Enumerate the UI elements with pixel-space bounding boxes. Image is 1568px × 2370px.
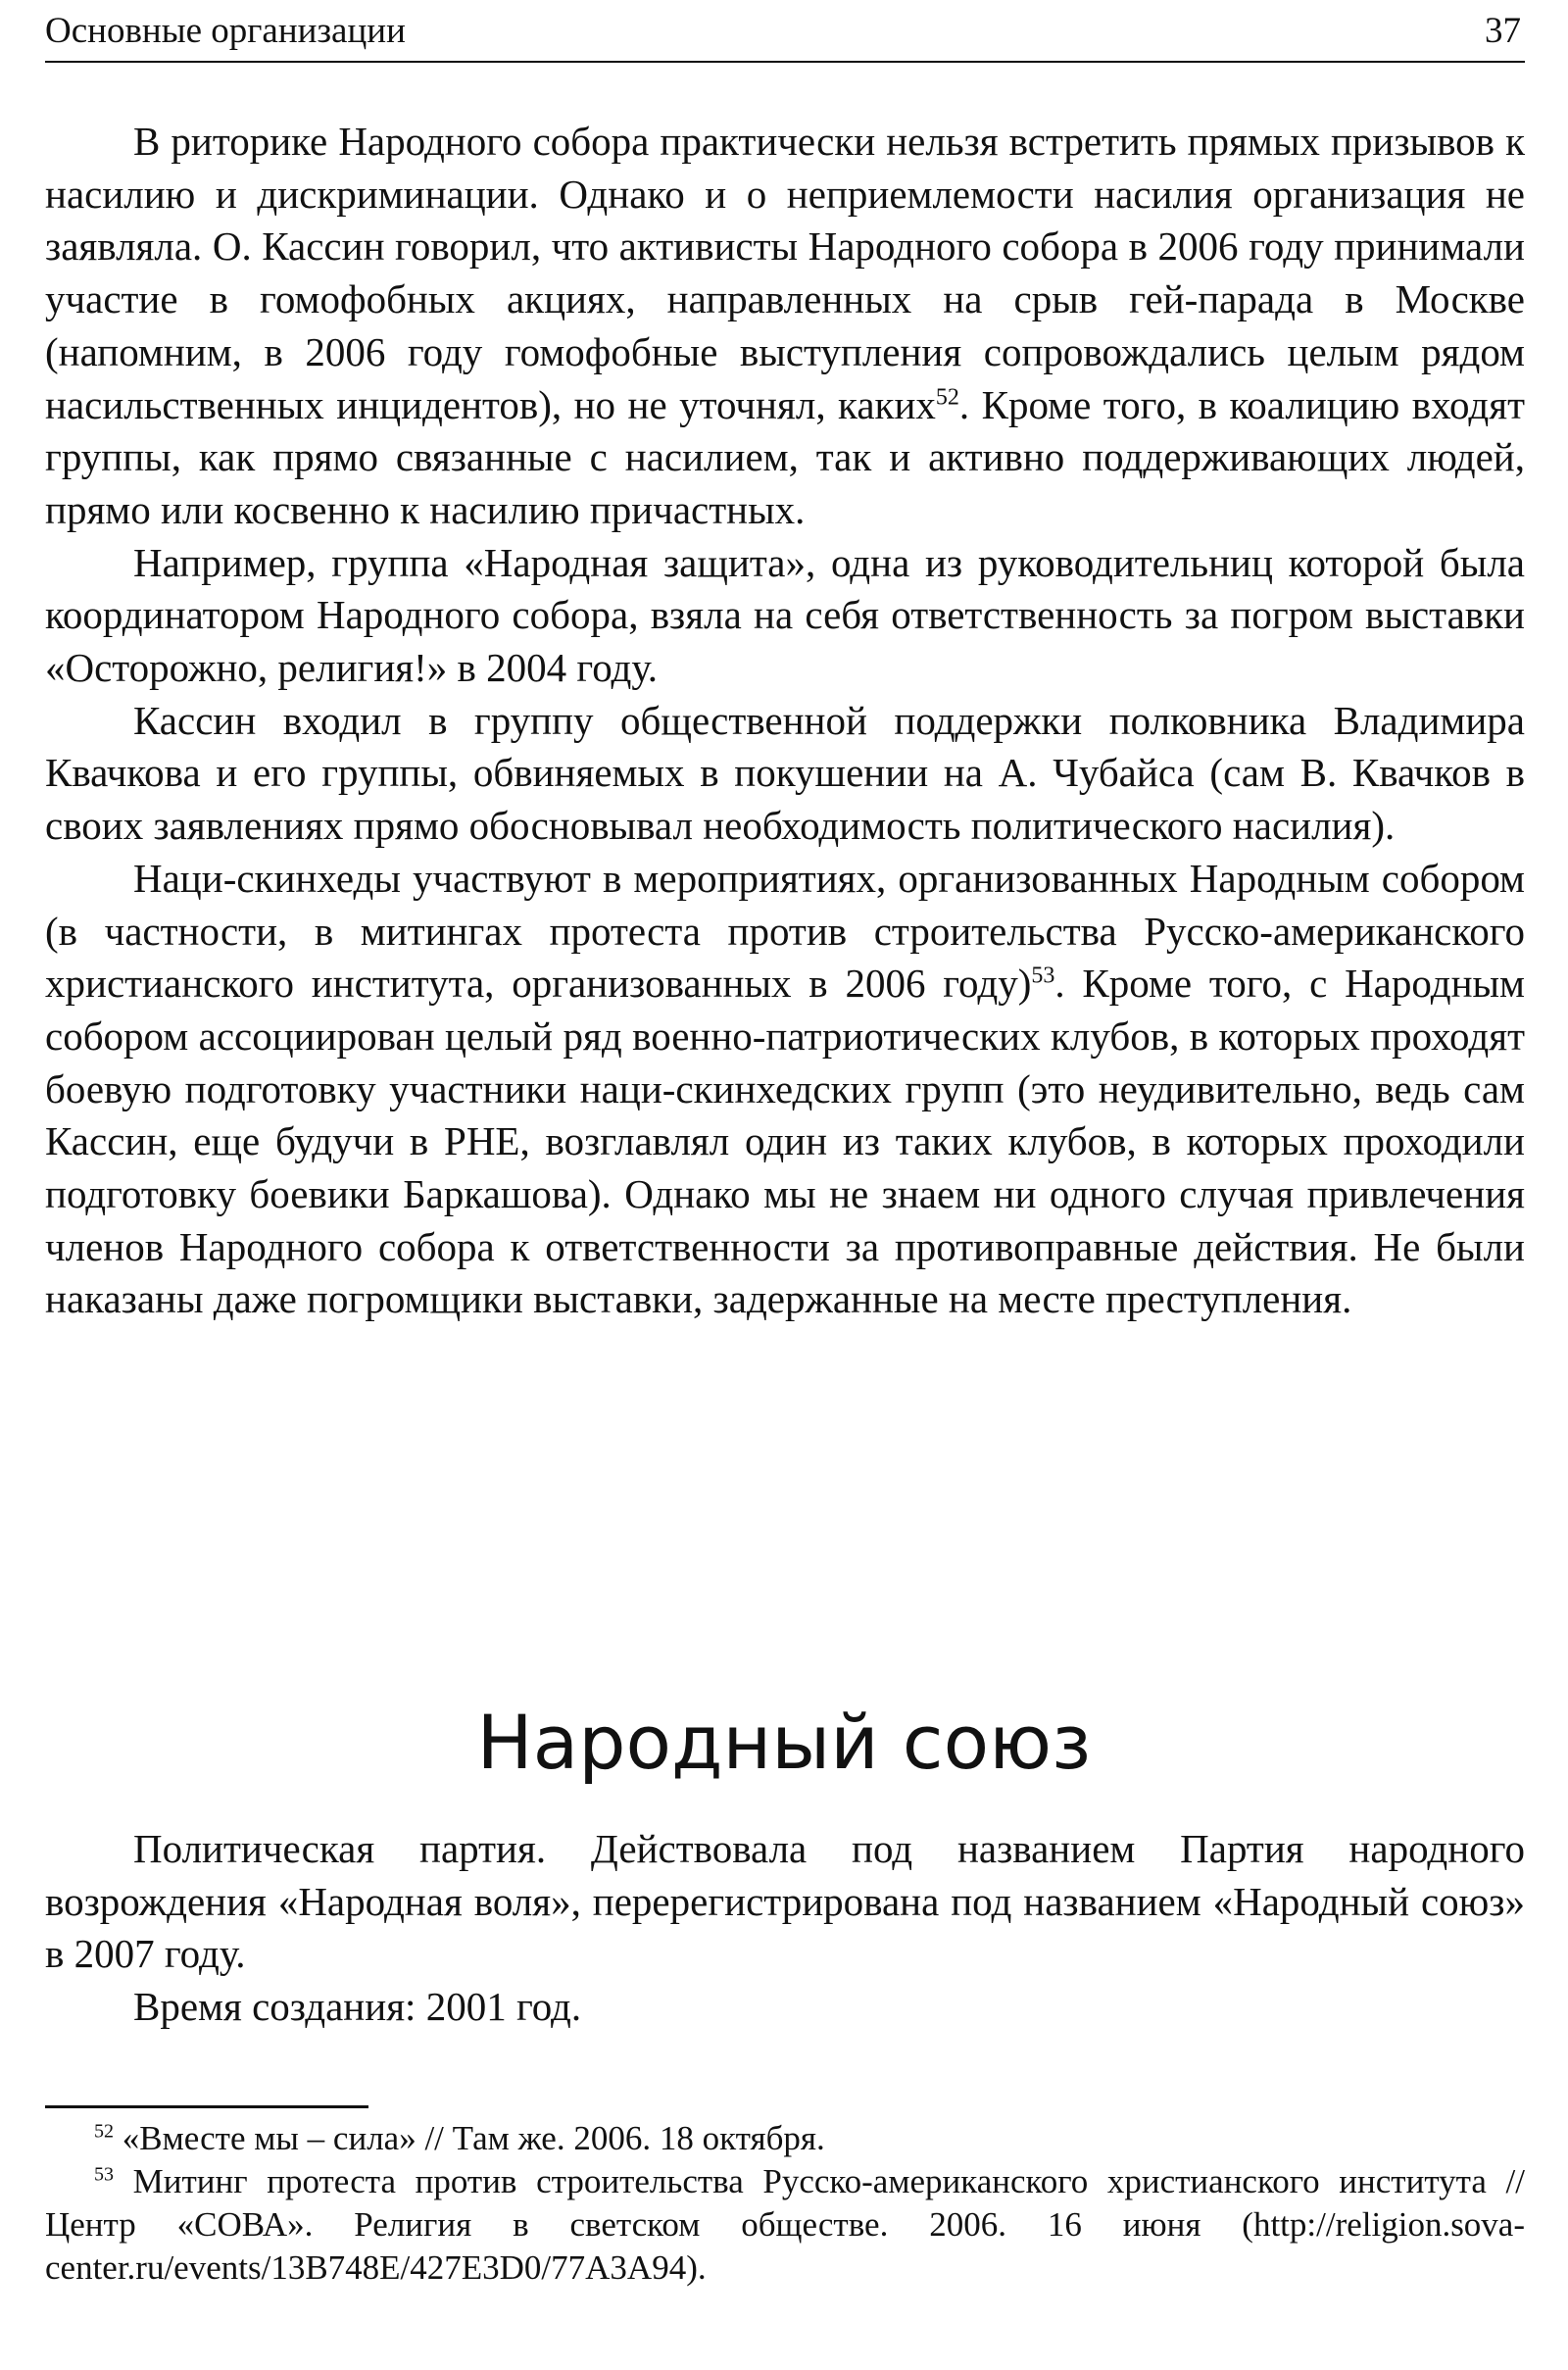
footnote-divider <box>45 2105 368 2108</box>
footnote-number: 52 <box>94 2120 114 2143</box>
section-paragraph-1: Политическая партия. Действовала под названием Партия народного возрождения «Народная воля», перерегистрирована под названием «Народный союз» в 2007 году. <box>45 1826 1525 1977</box>
body-text <box>45 116 1525 1326</box>
paragraph-1: В риторике Народного собора практически нельзя встретить прямых призывов к насилию и дискриминации. Однако и о неприемлемости насилия организация не заявляла. О. Кассин говорил, что активисты Народного собора в 2006 году принимали участие в гомофобных акциях, направленных на срыв гей-парада в Москве (напомним, в 2006 году гомофобные выступления сопровождались целым рядом насильственных инцидентов), но не уточнял, каких$^{52}$. Кроме того, в коалицию входят группы, как прямо связанные с насилием, так и активно поддерживающих людей, прямо или косвенно к насилию причастных. <box>45 119 1525 532</box>
running-head <box>45 6 1525 63</box>
footnote-number: 53 <box>94 2163 114 2186</box>
paragraph-2: Например, группа «Народная защита», одна из руководительниц которой была координатором Народного собора, взяла на себя ответственность за погром выставки «Осторожно, религия!» в 2004 году. <box>45 539 1525 691</box>
section-paragraph-2: Время создания: 2001 год. <box>133 1984 582 2030</box>
paragraph-3: Кассин входил в группу общественной поддержки полковника Владимира Квачкова и его группы, обвиняемых в покушении на А. Чубайса (сам В. Квачков в своих заявлениях прямо обосновывал необходимость политического насилия). <box>45 697 1525 849</box>
footnote-ref-52[interactable]: 52 <box>935 383 959 410</box>
footnote-ref-53[interactable]: 53 <box>1031 963 1055 989</box>
footnote-52: $^{52}$ «Вместе мы – сила» // Там же. 2006. 18 октября. <box>94 2119 825 2157</box>
page-number: 37 <box>1485 11 1521 51</box>
running-head-title: Основные организации <box>45 11 406 51</box>
footnote-53: $^{53}$ Митинг протеста против строительства Русско-американского христианского института // Центр «СОВА». Религия в светском обществе. 2006. 16 июня (http://religion.sova-center.ru/events/13B748E/427E3D0/77A3A94). <box>45 2162 1526 2287</box>
section-heading: Народный союз <box>476 1699 1092 1786</box>
footnotes <box>45 2117 1525 2290</box>
section-text <box>45 1823 1525 2034</box>
paragraph-4: Наци-скинхеды участвуют в мероприятиях, организованных Народным собором (в частности, в митингах протеста против строительства Русско-американского христианского института, организованных в 2006 году)$^{53}$. Кроме того, с Народным собором ассоциирован целый ряд военно-патриотических клубов, в которых проходят боевую подготовку участники наци-скинхедских групп (это неудивительно, ведь сам Кассин, еще будучи в РНЕ, возглавлял один из таких клубов, в которых проходили подготовку боевики Баркашова). Однако мы не знаем ни одного случая привлечения членов Народного собора к ответственности за противоправные действия. Не были наказаны даже погромщики выставки, задержанные на месте преступления. <box>45 855 1525 1322</box>
